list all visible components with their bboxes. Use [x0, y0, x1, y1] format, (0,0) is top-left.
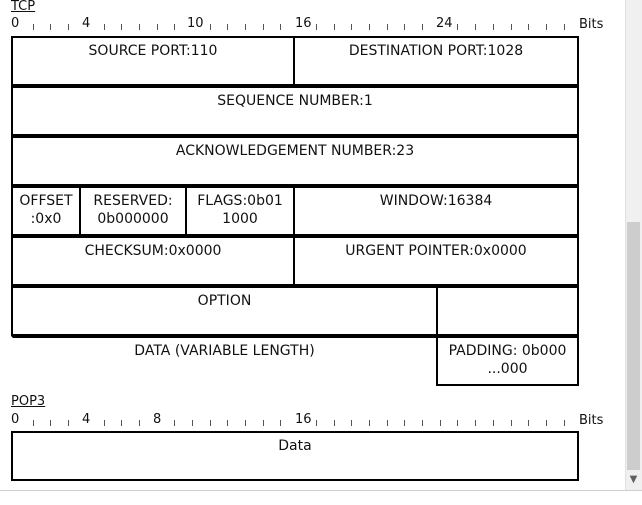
ruler-tick: [192, 420, 193, 426]
ruler-tick: [50, 24, 51, 30]
ruler-tick: [493, 24, 494, 30]
pop3-ruler-mark: 4: [82, 412, 91, 427]
reserved-field: RESERVED: 0b000000: [79, 186, 187, 236]
tcp-ruler-mark: 0: [11, 16, 20, 31]
pop3-data-field: Data: [11, 431, 579, 481]
ruler-tick: [475, 24, 476, 30]
ruler-tick: [263, 420, 264, 426]
ruler-tick: [68, 24, 69, 30]
pop3-ruler-mark: 8: [153, 412, 162, 427]
ruler-tick: [245, 24, 246, 30]
ruler-tick: [210, 24, 211, 30]
ruler-tick: [139, 420, 140, 426]
tcp-ruler-mark: 16: [295, 16, 312, 31]
tcp-ruler-unit: Bits: [579, 17, 604, 32]
ruler-tick: [33, 24, 34, 30]
ruler-tick: [422, 420, 423, 426]
destination-port-field: DESTINATION PORT:1028: [293, 36, 579, 86]
ruler-tick: [50, 420, 51, 426]
ruler-tick: [33, 420, 34, 426]
ruler-tick: [475, 420, 476, 426]
sequence-number-field: SEQUENCE NUMBER:1: [11, 86, 579, 136]
chevron-down-icon[interactable]: ▼: [629, 474, 638, 485]
ruler-tick: [511, 420, 512, 426]
tcp-ruler-mark: 10: [187, 16, 204, 31]
ruler-tick: [174, 420, 175, 426]
ruler-tick: [369, 420, 370, 426]
ruler-tick: [457, 24, 458, 30]
ruler-tick: [528, 420, 529, 426]
scrollbar-thumb[interactable]: [627, 222, 640, 470]
ruler-tick: [245, 420, 246, 426]
ruler-tick: [422, 24, 423, 30]
ruler-tick: [564, 420, 565, 426]
ruler-tick: [369, 24, 370, 30]
ruler-tick: [174, 24, 175, 30]
acknowledgement-number-field: ACKNOWLEDGEMENT NUMBER:23: [11, 136, 579, 186]
data-field: DATA (VARIABLE LENGTH): [11, 336, 438, 386]
ruler-tick: [121, 420, 122, 426]
ruler-tick: [387, 24, 388, 30]
ruler-tick: [528, 24, 529, 30]
option-blank-field: [436, 286, 579, 336]
pop3-ruler-unit: Bits: [579, 413, 604, 428]
ruler-tick: [493, 420, 494, 426]
pop3-ruler-mark: 0: [11, 412, 20, 427]
ruler-tick: [227, 420, 228, 426]
tcp-ruler-mark: 4: [82, 16, 91, 31]
ruler-tick: [227, 24, 228, 30]
offset-field: OFFSET :0x0: [11, 186, 81, 236]
ruler-tick: [404, 420, 405, 426]
ruler-tick: [334, 24, 335, 30]
urgent-pointer-field: URGENT POINTER:0x0000: [293, 236, 579, 286]
checksum-field: CHECKSUM:0x0000: [11, 236, 295, 286]
pop3-ruler-mark: 16: [295, 412, 312, 427]
ruler-tick: [404, 24, 405, 30]
ruler-tick: [387, 420, 388, 426]
ruler-tick: [104, 420, 105, 426]
bottom-divider: [0, 490, 642, 491]
flags-field: FLAGS:0b01 1000: [185, 186, 295, 236]
ruler-tick: [121, 24, 122, 30]
padding-field: PADDING: 0b000 ...000: [436, 336, 579, 386]
ruler-tick: [511, 24, 512, 30]
pop3-section-title: POP3: [11, 394, 46, 409]
ruler-tick: [564, 24, 565, 30]
pop3-bit-ruler: [0, 412, 620, 432]
ruler-tick: [139, 24, 140, 30]
ruler-tick: [263, 24, 264, 30]
ruler-tick: [104, 24, 105, 30]
ruler-tick: [210, 420, 211, 426]
ruler-tick: [316, 420, 317, 426]
ruler-tick: [546, 420, 547, 426]
ruler-tick: [546, 24, 547, 30]
ruler-tick: [351, 420, 352, 426]
ruler-tick: [280, 24, 281, 30]
source-port-field: SOURCE PORT:110: [11, 36, 295, 86]
ruler-tick: [280, 420, 281, 426]
tcp-ruler-mark: 24: [436, 16, 453, 31]
ruler-tick: [457, 420, 458, 426]
window-field: WINDOW:16384: [293, 186, 579, 236]
ruler-tick: [351, 24, 352, 30]
tcp-bit-ruler: [0, 16, 620, 36]
option-field: OPTION: [11, 286, 438, 336]
ruler-tick: [334, 420, 335, 426]
ruler-tick: [157, 24, 158, 30]
tcp-section-title: TCP: [11, 0, 36, 14]
ruler-tick: [68, 420, 69, 426]
ruler-tick: [316, 24, 317, 30]
ruler-tick: [440, 420, 441, 426]
